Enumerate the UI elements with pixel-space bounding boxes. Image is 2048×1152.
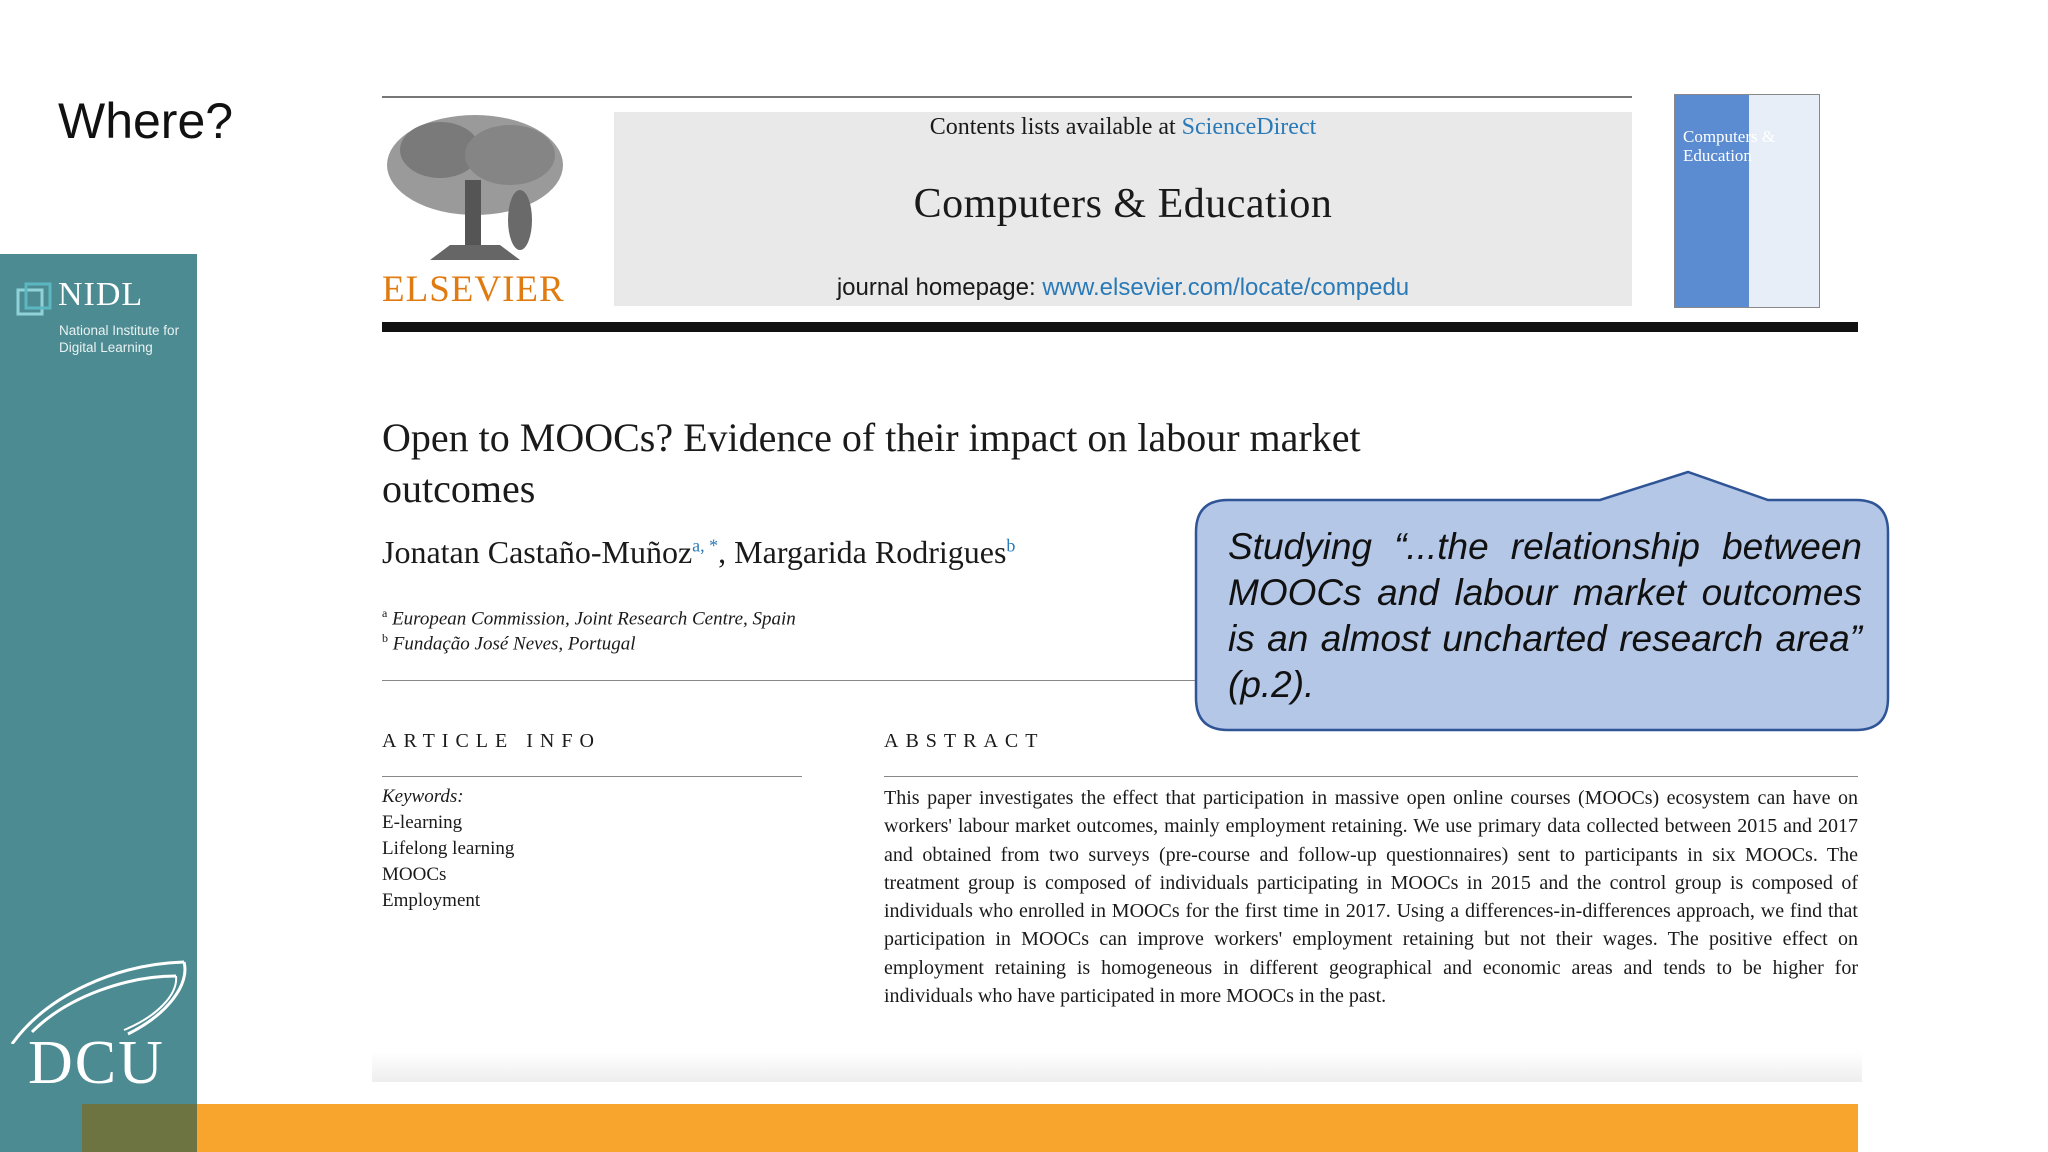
header-rule — [382, 96, 1632, 98]
abstract-heading: ABSTRACT — [884, 730, 1045, 752]
homepage-prefix: journal homepage: — [836, 274, 1043, 301]
contents-prefix: Contents lists available at — [929, 114, 1182, 140]
article-info-heading: ARTICLE INFO — [382, 730, 601, 752]
journal-name: Computers & Education — [913, 181, 1333, 227]
author-2: Margarida Rodrigues — [734, 534, 1007, 570]
callout-text: Studying “...the relationship between MOOCs and labour market outcomes is an almost uncharted research area” (p.2). — [1228, 526, 1862, 705]
affiliation-a-mark: a — [382, 606, 388, 620]
author-line — [382, 534, 1015, 571]
affiliation-b — [382, 631, 635, 655]
nidl-mark-icon — [16, 282, 52, 318]
slide-title: Where? — [58, 93, 234, 149]
affiliation-b-mark: b — [382, 631, 388, 645]
affiliation-a-text: European Commission, Joint Research Centre, Spain — [392, 608, 796, 630]
journal-homepage-link[interactable]: www.elsevier.com/locate/compedu — [1042, 274, 1410, 301]
journal-cover — [1674, 94, 1820, 308]
journal-header-box — [614, 112, 1632, 306]
homepage-line — [614, 274, 1632, 302]
dcu-name: DCU — [28, 1029, 165, 1097]
contents-line — [614, 114, 1632, 141]
author-2-marks[interactable]: b — [1006, 535, 1016, 556]
elsevier-wordmark: ELSEVIER — [382, 269, 565, 310]
keywords-block — [382, 784, 514, 914]
abstract-rule — [884, 776, 1858, 777]
article-info-rule — [382, 776, 802, 777]
sidebar — [0, 254, 197, 1152]
affiliation-b-text: Fundação José Neves, Portugal — [392, 633, 636, 655]
keyword-item: MOOCs — [382, 864, 447, 885]
paper-bottom-fade — [372, 1052, 1862, 1082]
author-separator: , — [718, 534, 735, 570]
nidl-subtitle: National Institute for Digital Learning — [59, 323, 180, 355]
article-title: Open to MOOCs? Evidence of their impact on labour market outcomes — [382, 415, 1361, 511]
bottom-bar — [82, 1104, 1858, 1152]
nidl-name: NIDL — [58, 276, 144, 313]
author-1: Jonatan Castaño-Muñoz — [382, 534, 693, 570]
elsevier-tree-icon — [380, 110, 570, 270]
sciencedirect-link[interactable]: ScienceDirect — [1181, 114, 1317, 140]
cover-title: Computers & Education — [1683, 127, 1776, 165]
bottom-bar-accent — [82, 1104, 197, 1152]
keywords-label: Keywords: — [382, 786, 464, 807]
keyword-item: Employment — [382, 890, 481, 911]
abstract-text: This paper investigates the effect that participation in massive open online courses (MOOCs) ecosystem can have on workers' labour market outcomes, mainly employment retaining. We use primary data collected between 2015 and 2017 and obtained from two surveys (pre-course and follow-up questionnaires) sent to participants in six MOOCs. The treatment group is composed of individuals participating in MOOCs in 2015 and the control group is composed of individuals who enrolled in MOOCs for the first time in 2017. Using a differences-in-differences approach, we find that participation in MOOCs can improve workers' employment retaining but not their wages. The positive effect on employment retaining is homogeneous in different geographical and economic areas and tends to be higher for individuals who have participated in more MOOCs in the past. — [884, 787, 1858, 1008]
dcu-logo — [8, 954, 188, 1097]
affiliation-a — [382, 606, 796, 630]
keyword-item: Lifelong learning — [382, 838, 515, 859]
header-rule-thick — [382, 322, 1858, 332]
keyword-item: E-learning — [382, 812, 463, 833]
author-1-marks[interactable]: a, * — [692, 535, 719, 556]
